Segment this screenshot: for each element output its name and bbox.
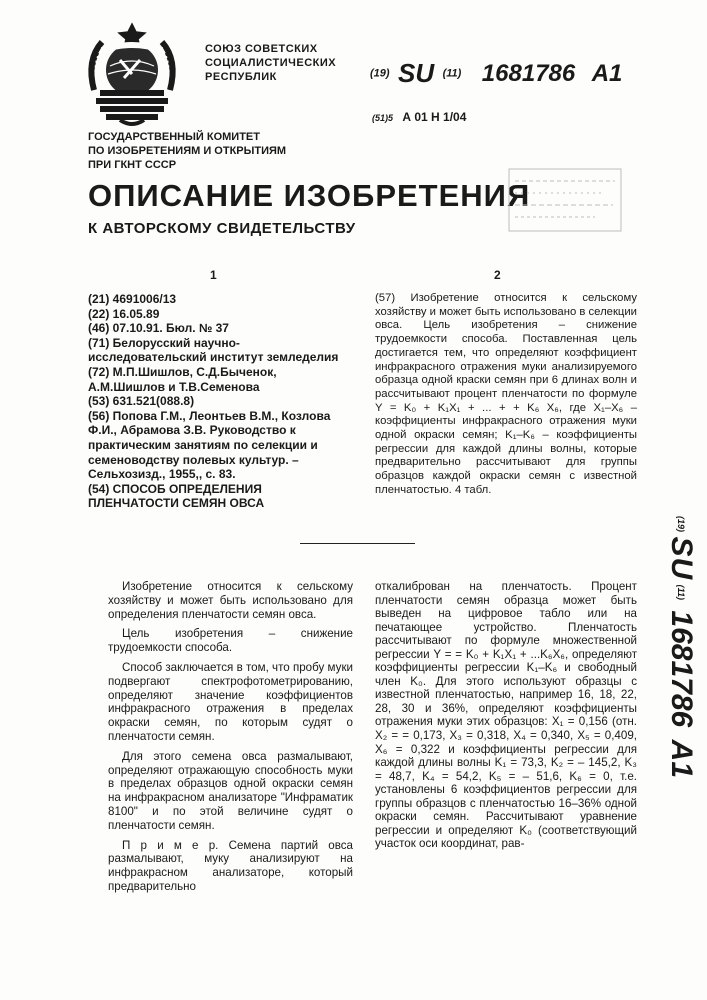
side-patent-number: 1681786 — [665, 610, 698, 728]
biblio-46: (46) 07.10.91. Бюл. № 37 — [88, 321, 229, 336]
patent-id-line — [370, 58, 622, 89]
country-code: SU — [398, 58, 435, 88]
abstract-text: (57) Изобретение относится к сельскому хозяйству и может быть использовано в селекции овса. Цель изобретения – снижение трудоемкости способа. Поставленная цель достигается тем, что определяют коэффициент инфракрасного отражения муки анализируемого образца одной краски семян при 6 длинах волн и рассчитывают процент пленчатости по формуле Y = K₀ + K₁X₁ + ... + + K₆ X₆, где X₁–X₆ – коэффициенты инфракрасного отражения муки одной окраски семян; K₁–K₆ – коэффициенты регрессии для каждой длины волны, которые предварительно рассчитывают для группы образцов каждой окраски семян с известной пленчатостью. 4 табл. — [375, 292, 637, 496]
description-right-column — [375, 580, 637, 851]
inid-51-tag: (51)5 — [372, 113, 394, 123]
committee-line-2: ПО ИЗОБРЕТЕНИЯМ И ОТКРЫТИЯМ — [88, 145, 287, 157]
side-country-code: SU — [665, 536, 698, 581]
paragraph: П р и м е р. Семена партий овса размалывают, муку анализируют на инфракрасном анализаторе, который предварительно — [108, 838, 353, 893]
paragraph: откалиброван на пленчатость. Процент пленчатости семян образца может быть выведен на цифровое табло или на печатающее устройство. Пленчатость рассчитывают по формуле множественной регрессии Y = = K₀ + K₁X₁ + ...K₆X₆, определяют коэффициенты регрессии K₁–K₆ и свободный член K₀. Для этого используют образцы с известной пленчатостью, например 16, 18, 22, 28, 30 и 36%, определяют коэффициенты отражения муки этих образцов: X₁ = 0,156 (отн. X₂ = = 0,173, X₃ = 0,318, X₄ = 0,340, X₅ = 0,409, X₆ = 0,322 и коэффициенты регрессии для каждой длины волны K₁ = 73,3, K₂ = – 145,2, K₃ = 48,7, K₄ = 54,2, K₅ = – 51,6, K₆ = 0, т.е. установлены 6 коэффициентов регрессии для группы образцов с пленчатостью 16–36% одной окраски семян. Рассчитывают уравнение регрессии и определяют K₀ (соответствующий участок оси координат, рав- — [375, 580, 637, 851]
paragraph: Способ заключается в том, что пробу муки подвергают спектрофотометрированию, определяют значение коэффициентов инфракрасного отражения в пределах окраски семян, по которым судят о пленчатости семян. — [108, 660, 353, 743]
description-left-column — [108, 580, 353, 900]
library-stamp — [505, 165, 625, 235]
biblio-72: (72) М.П.Шишлов, С.Д.Быченок, А.М.Шишлов и Т.В.Семенова — [88, 364, 277, 394]
section-divider — [300, 543, 415, 544]
side-kind-code: A1 — [665, 739, 698, 779]
side-inid-11: (11) — [676, 584, 686, 600]
kind-code: A1 — [591, 59, 623, 87]
ipc-code: А 01 Н 1/04 — [402, 110, 467, 124]
paragraph: Цель изобретения – снижение трудоемкости способа. — [108, 627, 353, 655]
side-patent-id — [648, 516, 698, 779]
committee-line-1: ГОСУДАРСТВЕННЫЙ КОМИТЕТ — [88, 131, 260, 143]
ipc-classification — [372, 110, 466, 124]
committee-line-3: ПРИ ГКНТ СССР — [88, 159, 177, 171]
bibliographic-data — [88, 292, 353, 511]
inid-11-tag: (11) — [442, 67, 462, 80]
document-title: ОПИСАНИЕ ИЗОБРЕТЕНИЯ — [88, 178, 531, 213]
biblio-53: (53) 631.521(088.8) — [88, 394, 195, 409]
country-line-3: РЕСПУБЛИК — [205, 71, 277, 83]
paragraph: Для этого семена овса размалывают, определяют отражающую способность муки в пределах образцов одной окраски семян на инфракрасном анализаторе "Инфраматик 8100" и по этой величине судят о пленчатости семян. — [108, 749, 353, 832]
patent-number: 1681786 — [481, 59, 576, 87]
column-number-left: 1 — [210, 268, 217, 282]
committee-name — [88, 130, 286, 172]
inid-19-tag: (19) — [370, 67, 390, 80]
biblio-54: (54) СПОСОБ ОПРЕДЕЛЕНИЯ ПЛЕНЧАТОСТИ СЕМЯН ОВСА — [88, 481, 265, 511]
paragraph: Изобретение относится к сельскому хозяйству и может быть использовано для определения пленчатости семян овса. — [108, 580, 353, 621]
biblio-21: (21) 4691006/13 — [88, 292, 177, 306]
biblio-71: (71) Белорусский научно-исследовательский институт земледелия — [88, 335, 339, 365]
biblio-56: (56) Попова Г.М., Леонтьев В.М., Козлова Ф.И., Абрамова З.В. Руководство к практическим занятиям по селекции и семеноводству полевых культур. – Сельхозизд., 1955,, с. 83. — [88, 408, 331, 482]
document-subtitle: К АВТОРСКОМУ СВИДЕТЕЛЬСТВУ — [88, 220, 356, 237]
biblio-22: (22) 16.05.89 — [88, 306, 160, 321]
side-inid-19: (19) — [676, 516, 686, 533]
country-line-1: СОЮЗ СОВЕТСКИХ — [205, 43, 318, 55]
country-line-2: СОЦИАЛИСТИЧЕСКИХ — [205, 57, 337, 69]
country-name — [205, 42, 336, 84]
column-number-right: 2 — [494, 268, 501, 282]
ussr-emblem-icon — [80, 20, 184, 128]
